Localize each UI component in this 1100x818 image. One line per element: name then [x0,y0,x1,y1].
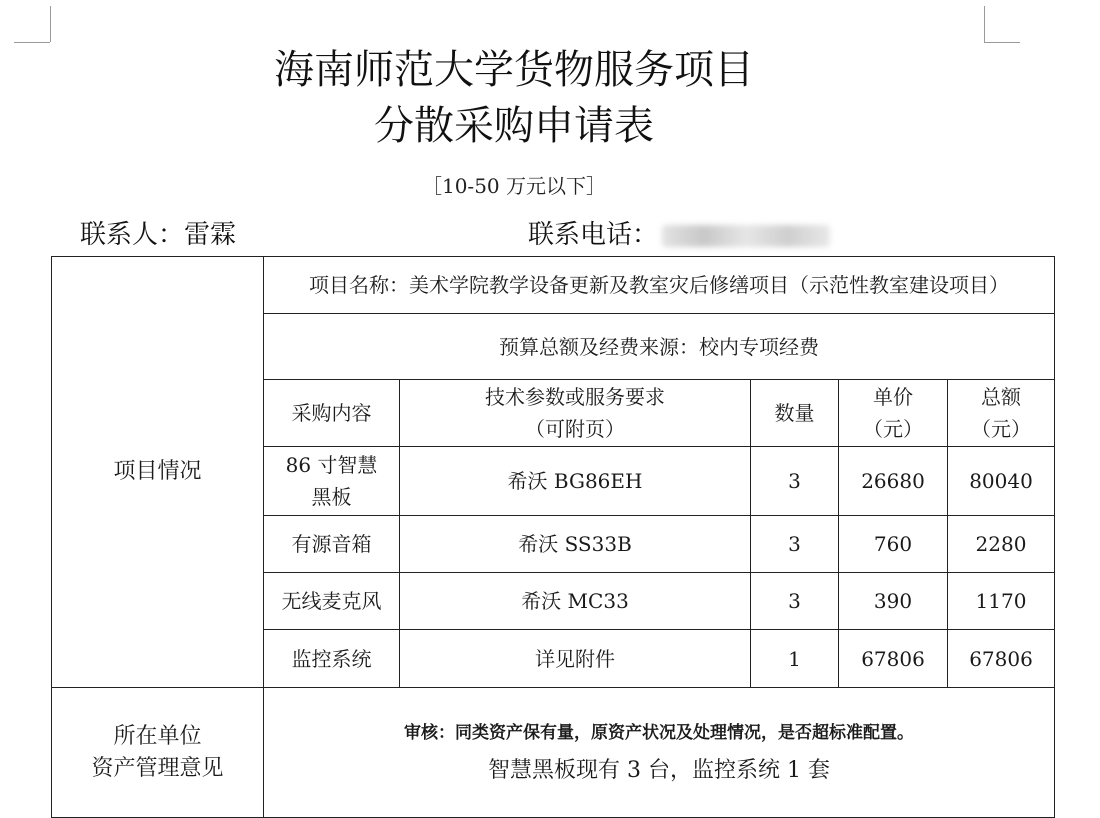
redacted-phone-number [662,225,830,247]
header-spec-line1: 技术参数或服务要求 [485,385,665,409]
row-qty: 3 [751,573,839,630]
header-unit-line2: （元） [863,417,923,441]
row-unit-price: 67806 [839,630,948,688]
budget-row [264,314,1055,380]
audit-heading: 审核：同类资产保有量，原资产状况及处理情况，是否超标准配置。 [404,722,914,743]
header-unit-line1: 单价 [873,385,913,409]
row-qty: 1 [751,630,839,688]
row-item-line2: 黑板 [311,485,352,509]
document-title: 海南师范大学货物服务项目 [274,47,754,93]
project-name-value: 美术学院教学设备更新及教室灾后修缮项目（示范性教室建设项目） [409,273,1009,297]
row-item: 监控系统 [264,630,400,688]
row-total: 80040 [948,447,1055,516]
row-qty: 3 [751,516,839,573]
contact-phone [528,214,830,251]
price-range-note: ［10-50 万元以下］ [421,174,606,198]
row-unit-price: 26680 [839,447,948,516]
header-total [948,380,1055,447]
row-item-line1: 86 寸智慧 [285,453,378,477]
row-unit-price: 760 [839,516,948,573]
row-total: 2280 [948,516,1055,573]
project-section-label: 项目情况 [52,257,264,688]
contact-person-name: 雷霖 [184,220,237,250]
header-unit-price [839,380,948,447]
project-name-row [264,257,1055,314]
asset-label-line1: 所在单位 [113,723,202,749]
header-qty: 数量 [751,380,839,447]
contact-person-label: 联系人： [80,220,185,250]
contact-phone-label: 联系电话： [528,220,659,250]
header-spec-line2: （可附页） [525,417,625,441]
page-corner-mark [50,6,51,42]
procurement-form-table [51,256,1055,818]
header-total-line2: （元） [971,417,1031,441]
header-content: 采购内容 [264,380,400,447]
audit-text: 智慧黑板现有 3 台，监控系统 1 套 [488,757,830,783]
budget-value: 校内专项经费 [699,334,819,359]
asset-opinion-label [52,688,264,818]
row-item [264,447,400,516]
header-total-line1: 总额 [981,385,1021,409]
row-spec: 详见附件 [400,630,751,688]
page-corner-mark [984,42,1020,43]
row-item: 无线麦克风 [264,573,400,630]
contact-person [80,214,236,251]
row-spec: 希沃 MC33 [400,573,751,630]
row-total: 1170 [948,573,1055,630]
asset-audit-cell [264,688,1055,818]
row-qty: 3 [751,447,839,516]
header-spec [400,380,751,447]
project-name-label: 项目名称： [309,273,409,297]
page-corner-mark [14,42,50,43]
budget-label: 预算总额及经费来源： [499,334,699,359]
row-spec: 希沃 SS33B [400,516,751,573]
row-unit-price: 390 [839,573,948,630]
document-subtitle: 分散采购申请表 [374,103,654,149]
page-corner-mark [984,6,985,42]
row-total: 67806 [948,630,1055,688]
row-spec: 希沃 BG86EH [400,447,751,516]
asset-label-line2: 资产管理意见 [91,755,224,781]
row-item: 有源音箱 [264,516,400,573]
